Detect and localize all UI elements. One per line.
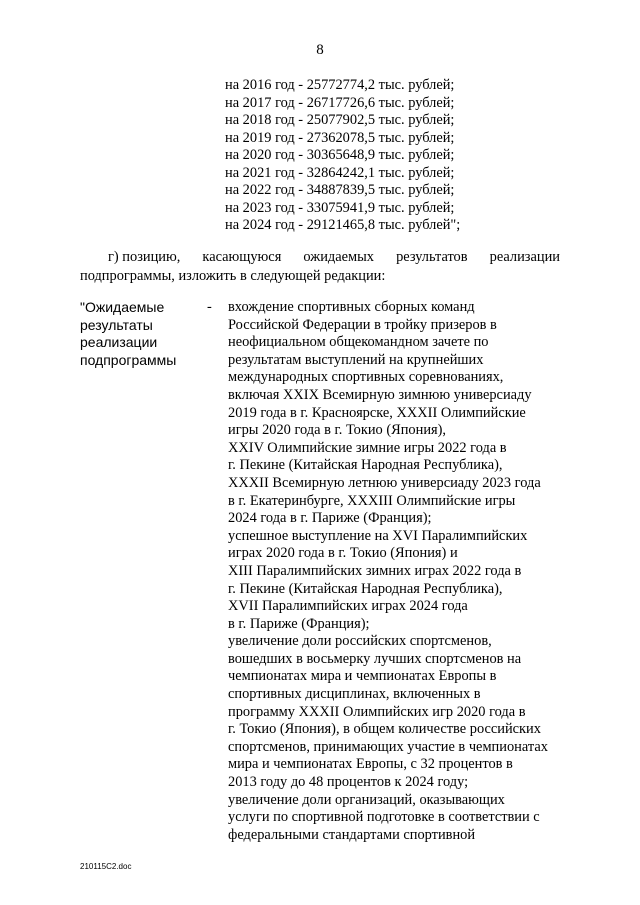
results-text-line: 2013 году до 48 процентов к 2024 году; <box>228 774 469 791</box>
results-label-line: реализации <box>80 334 158 351</box>
results-text-line: успешное выступление на XVI Паралимпийских <box>228 527 528 544</box>
results-text-line: программу XXXII Олимпийских игр 2020 года в <box>228 703 526 720</box>
results-text-line: игры 2020 года в г. Токио (Япония), <box>228 422 447 439</box>
results-label-line: результаты <box>80 316 153 333</box>
results-text-line: XXXII Всемирную летнюю универсиаду 2023 года <box>228 474 541 491</box>
results-text-line: в г. Париже (Франция); <box>228 615 370 632</box>
results-text-line: играх 2020 года в г. Токио (Япония) и <box>228 545 458 562</box>
intro-word: касающуюся <box>202 249 282 265</box>
results-text-line: международных спортивных соревнованиях, <box>228 369 504 386</box>
results-text-line: Российской Федерации в тройку призеров в <box>228 316 497 333</box>
results-label-line: подпрограммы <box>80 351 177 368</box>
intro-line-2: подпрограммы, изложить в следующей редакции: <box>80 268 386 284</box>
results-text-line: г. Токио (Япония), в общем количестве российских <box>228 721 541 738</box>
results-text-line: увеличение доли российских спортсменов, <box>228 633 492 650</box>
intro-word: результатов <box>396 249 468 265</box>
results-text-line: 2019 года в г. Красноярске, XXXII Олимпийские <box>228 404 526 421</box>
funding-year-line: на 2017 год - 26717726,6 тыс. рублей; <box>225 94 455 111</box>
results-text-line: федеральными стандартами спортивной <box>228 826 476 843</box>
funding-year-line: на 2021 год - 32864242,1 тыс. рублей; <box>225 164 455 181</box>
results-text-line: спортивных дисциплинах, включенных в <box>228 686 481 703</box>
funding-year-line: на 2023 год - 33075941,9 тыс. рублей; <box>225 199 455 216</box>
results-text-line: результатам выступлений на крупнейших <box>228 351 484 368</box>
results-text-line: 2024 года в г. Париже (Франция); <box>228 510 432 527</box>
funding-year-line: на 2019 год - 27362078,5 тыс. рублей; <box>225 129 455 146</box>
intro-word: ожидаемых <box>303 249 374 265</box>
results-text-line: г. Пекине (Китайская Народная Республика), <box>228 457 503 474</box>
funding-list <box>225 77 460 235</box>
results-text-line: XIII Паралимпийских зимних играх 2022 года в <box>228 562 522 579</box>
funding-year-line: на 2018 год - 25077902,5 тыс. рублей; <box>225 112 455 128</box>
results-text-line: XXIV Олимпийские зимние игры 2022 года в <box>228 439 507 456</box>
funding-year-line: на 2016 год - 25772774,2 тыс. рублей; <box>225 77 455 93</box>
results-text-line: услуги по спортивной подготовке в соответствии с <box>228 809 540 826</box>
results-dash: - <box>207 299 212 315</box>
results-text-line: увеличение доли организаций, оказывающих <box>228 791 505 808</box>
results-text-line: в г. Екатеринбурге, XXXIII Олимпийские игры <box>228 492 516 509</box>
intro-line-1 <box>80 248 560 267</box>
results-label <box>80 299 205 369</box>
intro-word: реализации <box>489 249 560 265</box>
results-text-line: неофициальном общекомандном зачете по <box>228 334 489 351</box>
page-number: 8 <box>316 42 324 58</box>
results-label-line: "Ожидаемые <box>80 299 165 315</box>
funding-year-line: на 2022 год - 34887839,5 тыс. рублей; <box>225 182 455 198</box>
results-text-line: мира и чемпионатах Европы, с 32 процентов в <box>228 756 513 773</box>
results-text-line: г. Пекине (Китайская Народная Республика), <box>228 580 503 597</box>
funding-year-line: на 2024 год - 29121465,8 тыс. рублей"; <box>225 217 461 233</box>
results-text <box>228 299 573 844</box>
footer-file-code: 210115C2.doc <box>80 862 132 871</box>
intro-paragraph <box>80 248 560 286</box>
results-text-line: XVII Паралимпийских играх 2024 года <box>228 598 468 615</box>
results-text-line: спортсменов, принимающих участие в чемпионатах <box>228 738 548 755</box>
results-text-line: вошедших в восьмерку лучших спортсменов на <box>228 650 522 667</box>
funding-year-line: на 2020 год - 30365648,9 тыс. рублей; <box>225 147 455 163</box>
results-text-line: чемпионатах мира и чемпионатах Европы в <box>228 668 497 685</box>
intro-word: г) позицию, <box>108 249 181 265</box>
results-text-line: вхождение спортивных сборных команд <box>228 299 475 315</box>
results-text-line: включая XXIX Всемирную зимнюю универсиаду <box>228 386 532 403</box>
